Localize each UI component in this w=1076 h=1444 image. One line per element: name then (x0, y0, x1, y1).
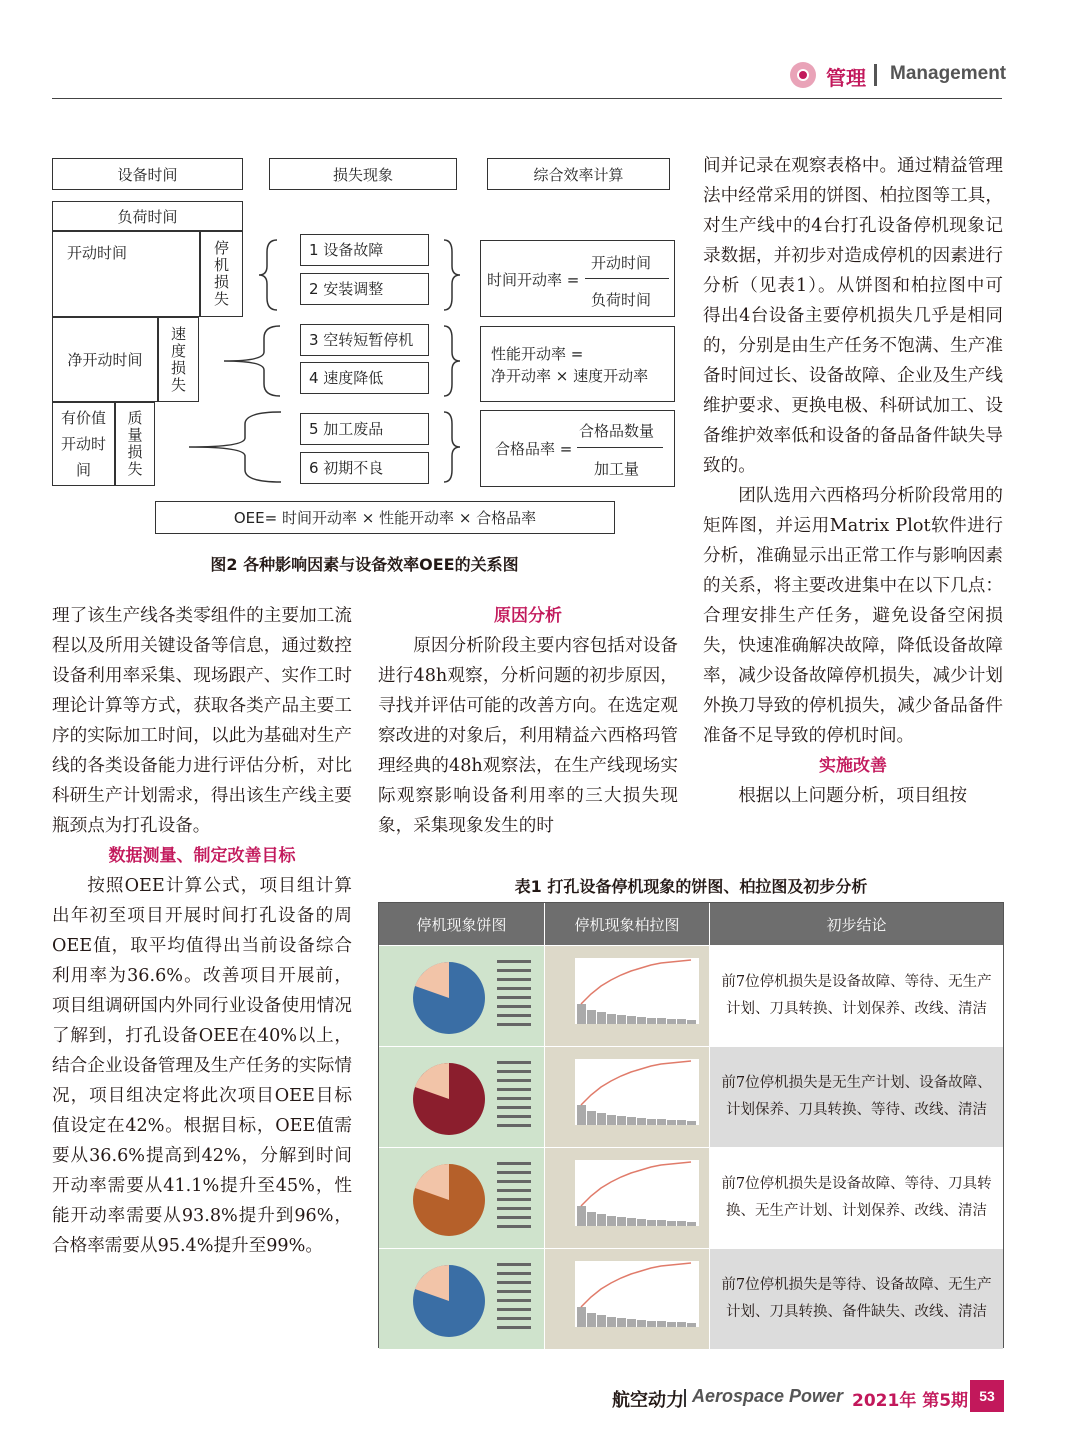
conclusion-cell: 前7位停机损失是无生产计划、设备故障、计划保养、刀具转换、等待、改线、清洁 (710, 1047, 1003, 1148)
performance-rate-line2: 净开动率 × 速度开动率 (491, 367, 649, 385)
pareto-chart-thumbnail (545, 1148, 710, 1249)
section-heading: 原因分析 (494, 606, 562, 626)
paragraph: 间并记录在观察表格中。通过精益管理法中经常采用的饼图、柏拉图等工具，对生产线中的4台打孔设备停机现象记录数据，并初步对造成停机的因素进行分析（见表1）。从饼图和柏拉图中可得出4台设备主要停机损失几乎是相同的，分别是由生产任务不饱满、生产准备时间过长、设备故障、企业及生产线维护要求、更换电极、科研试加工、设备维护效率低和设备的备品备件缺失导致的。 (703, 156, 1003, 476)
downtime-table (378, 902, 1004, 1348)
stop-loss-label: 停机损失 (212, 240, 230, 308)
pareto-chart-thumbnail (545, 1249, 710, 1350)
section-title-en: Management (890, 63, 1007, 84)
quality-loss-box (115, 402, 155, 486)
text-column-3 (703, 151, 1003, 811)
loss-item-6: 6 初期不良 (300, 452, 429, 484)
time-rate-numerator: 开动时间 (591, 254, 652, 272)
loss-item-4: 4 速度降低 (300, 362, 429, 394)
section-title-cn: 管理 (826, 66, 866, 90)
fraction-bar (577, 447, 663, 448)
load-time-box: 负荷时间 (52, 201, 243, 231)
time-rate-box (480, 240, 675, 317)
quality-rate-numerator: 合格品数量 (579, 422, 655, 440)
loss-item-3: 3 空转短暂停机 (300, 324, 429, 356)
footer-divider (684, 1389, 686, 1407)
loss-item-2: 2 安装调整 (300, 273, 429, 305)
journal-name-cn: 航空动力 (612, 1390, 684, 1411)
time-rate-label: 时间开动率 = (487, 271, 580, 289)
conclusion-cell: 前7位停机损失是设备故障、等待、刀具转换、无生产计划、计划保养、改线、清洁 (710, 1148, 1003, 1249)
right-brace-1 (442, 238, 464, 312)
oee-formula-box: OEE= 时间开动率 × 性能开动率 × 合格品率 (155, 501, 615, 534)
speed-loss-label: 速度损失 (169, 325, 187, 394)
left-brace-3 (185, 410, 285, 486)
performance-rate-line1: 性能开动率 = (491, 345, 584, 363)
net-operating-time-box: 净开动时间 (52, 317, 158, 402)
performance-rate-box (480, 326, 675, 402)
header-rule (52, 98, 1002, 99)
loss-item-5: 5 加工废品 (300, 413, 429, 445)
conclusion-cell: 前7位停机损失是等待、设备故障、无生产计划、刀具转换、备件缺失、改线、清洁 (710, 1249, 1003, 1350)
value-time-box: 有价值开动时间 (52, 402, 115, 486)
section-heading: 数据测量、制定改善目标 (108, 846, 296, 866)
conclusion-cell: 前7位停机损失是设备故障、等待、无生产计划、刀具转换、计划保养、改线、清洁 (710, 946, 1003, 1047)
loss-item-1: 1 设备故障 (300, 234, 429, 266)
issue-label: 2021年 第5期 (852, 1391, 969, 1411)
operating-time-box: 开动时间 (52, 231, 200, 317)
table-caption: 表1 打孔设备停机现象的饼图、柏拉图及初步分析 (514, 877, 868, 896)
paragraph: 根据以上问题分析，项目组按 (738, 786, 967, 806)
quality-loss-label: 质量损失 (125, 410, 144, 478)
paragraph: 团队选用六西格玛分析阶段常用的矩阵图，并运用Matrix Plot软件进行分析，准确显示出正常工作与影响因素的关系，将主要改进集中在以下几点：合理安排生产任务，避免设备空闲损失，快速准确解决故障，降低设备故障率，减少设备故障停机损失，减少计划外换刀导致的停机损失，减少备品备件准备不足导致的停机时间。 (703, 486, 1003, 746)
pie-chart-thumbnail (379, 946, 545, 1047)
stop-loss-box (200, 231, 243, 317)
quality-rate-denominator: 加工量 (594, 460, 640, 478)
right-brace-3 (442, 410, 464, 486)
left-brace-2 (220, 324, 284, 398)
section-heading: 实施改善 (819, 756, 887, 776)
pareto-chart-thumbnail (545, 1047, 710, 1148)
journal-name-en: Aerospace Power (692, 1386, 844, 1406)
column-header: 停机现象柏拉图 (545, 903, 710, 945)
header-equipment-time: 设备时间 (52, 158, 243, 190)
fraction-bar (585, 278, 669, 279)
journal-logo-icon (790, 62, 816, 88)
pareto-chart-thumbnail (545, 946, 710, 1047)
pie-chart-thumbnail (379, 1047, 545, 1148)
page-number: 53 (970, 1380, 1004, 1412)
text-column-1 (52, 601, 352, 1261)
header-divider (874, 64, 877, 86)
column-header: 初步结论 (710, 903, 1003, 945)
pie-chart-thumbnail (379, 1148, 545, 1249)
paragraph: 按照OEE计算公式，项目组计算出年初至项目开展时间打孔设备的周OEE值，取平均值得出当前设备综合利用率为36.6%。改善项目开展前，项目组调研国内外同行业设备使用情况了解到，打孔设备OEE在40%以上，结合企业设备管理及生产任务的实际情况，项目组决定将此次项目OEE目标值设定在42%。根据目标，OEE值需要从36.6%提高到42%，分解到时间开动率需要从41.1%提升至45%，性能开动率需要从93.8%提升到96%，合格率需要从95.4%提升至99%。 (52, 876, 352, 1256)
speed-loss-box (158, 317, 199, 402)
pie-chart-thumbnail (379, 1249, 545, 1350)
figure-caption: 图2 各种影响因素与设备效率OEE的关系图 (210, 555, 519, 574)
header-efficiency-calc: 综合效率计算 (487, 158, 670, 190)
column-header: 停机现象饼图 (379, 903, 545, 945)
quality-rate-label: 合格品率 = (495, 440, 573, 458)
text-column-2 (378, 601, 678, 841)
left-brace-1 (255, 238, 285, 312)
header-loss-phenomena: 损失现象 (269, 158, 457, 190)
right-brace-2 (442, 324, 464, 398)
quality-rate-box (480, 410, 675, 487)
paragraph: 理了该生产线各类零组件的主要加工流程以及所用关键设备等信息，通过数控设备利用率采集、现场跟产、实作工时理论计算等方式，获取各类产品主要工序的实际加工时间，以此为基础对生产线的各类设备能力进行评估分析，对比科研生产计划需求，得出该生产线主要瓶颈点为打孔设备。 (52, 606, 352, 836)
time-rate-denominator: 负荷时间 (591, 291, 652, 309)
paragraph: 原因分析阶段主要内容包括对设备进行48h观察，分析问题的初步原因，寻找并评估可能的改善方向。在选定观察改进的对象后，利用精益六西格玛管理经典的48h观察法，在生产线现场实际观察影响设备利用率的三大损失现象，采集现象发生的时 (378, 636, 678, 836)
